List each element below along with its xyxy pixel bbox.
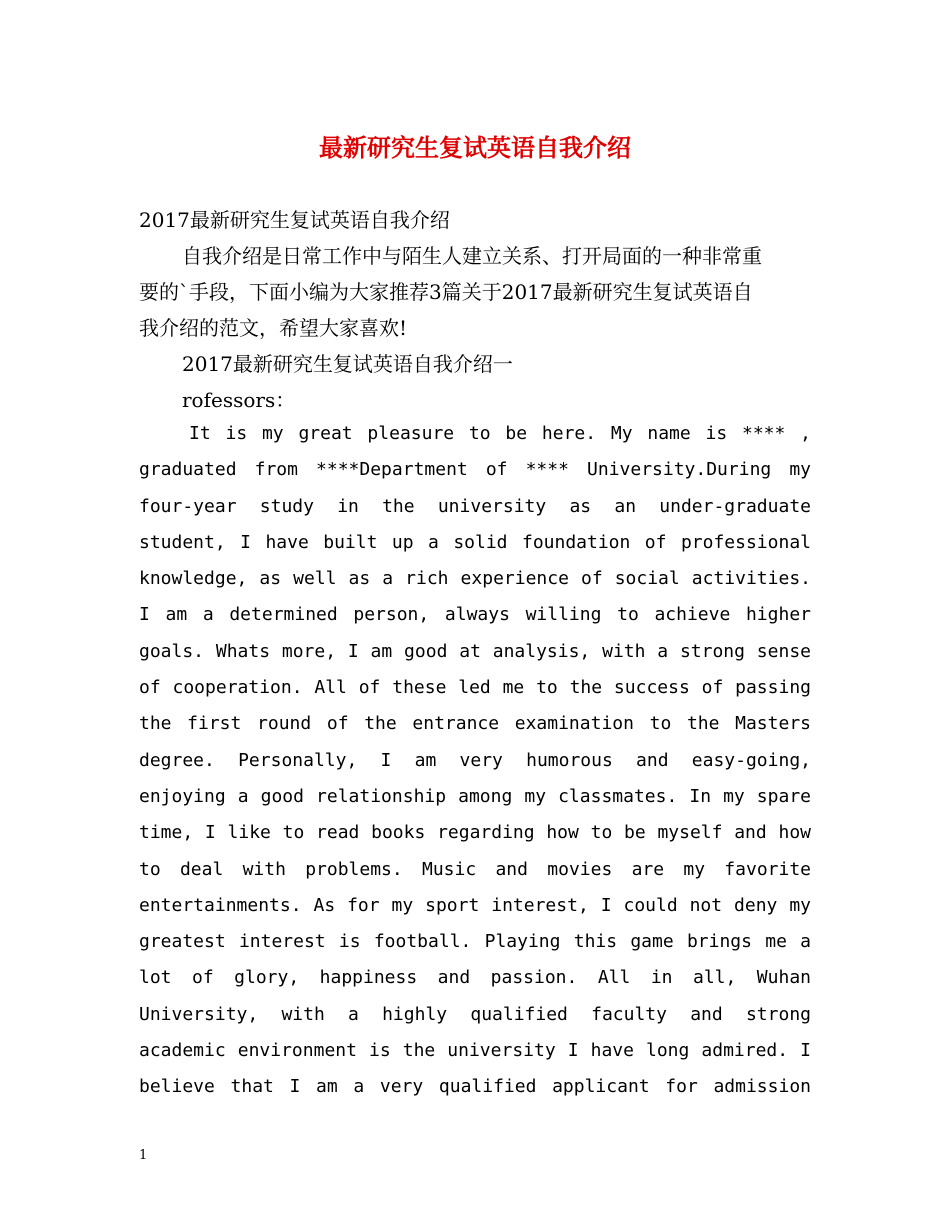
intro-line: 要的`手段，下面小编为大家推荐3篇关于2017最新研究生复试英语自 — [139, 280, 753, 304]
document-heading: 2017最新研究生复试英语自我介绍 — [139, 208, 450, 232]
section-title: 2017最新研究生复试英语自我介绍一 — [182, 352, 513, 376]
essay-line: the first round of the entrance examination to the Masters — [139, 713, 811, 735]
essay-line: entertainments. As for my sport interest, I could not deny my — [139, 894, 811, 916]
essay-line: knowledge, as well as a rich experience of social activities. — [139, 568, 811, 590]
essay-line: four-year study in the university as an under-graduate — [139, 495, 811, 517]
essay-line: It is my great pleasure to be here. My name is **** , — [189, 423, 811, 444]
essay-line: academic environment is the university I have long admired. I — [139, 1040, 811, 1062]
essay-line: lot of glory, happiness and passion. All in all, Wuhan — [139, 967, 811, 989]
essay-line: of cooperation. All of these led me to the success of passing — [139, 677, 811, 699]
salutation: rofessors： — [182, 388, 296, 412]
essay-line: to deal with problems. Music and movies are my favorite — [139, 858, 811, 880]
document-title: 最新研究生复试英语自我介绍 — [319, 133, 631, 162]
essay-line: goals. Whats more, I am good at analysis, with a strong sense — [139, 640, 811, 662]
essay-line: greatest interest is football. Playing this game brings me a — [139, 931, 811, 953]
essay-line: believe that I am a very qualified applicant for admission — [139, 1076, 811, 1098]
essay-line: graduated from ****Department of **** University.During my — [139, 459, 811, 481]
intro-line: 我介绍的范文，希望大家喜欢! — [139, 316, 408, 340]
essay-line: student, I have built up a solid foundation of professional — [139, 531, 811, 553]
essay-line: University, with a highly qualified faculty and strong — [139, 1003, 811, 1025]
essay-line: I am a determined person, always willing to achieve higher — [139, 604, 811, 626]
intro-line: 自我介绍是日常工作中与陌生人建立关系、打开局面的一种非常重 — [182, 244, 762, 268]
page-number: 1 — [139, 1148, 148, 1163]
essay-line: time, I like to read books regarding how to be myself and how — [139, 822, 811, 844]
essay-line: enjoying a good relationship among my classmates. In my spare — [139, 785, 811, 807]
essay-body — [139, 416, 811, 1106]
essay-line: degree. Personally, I am very humorous and easy-going, — [139, 749, 811, 771]
